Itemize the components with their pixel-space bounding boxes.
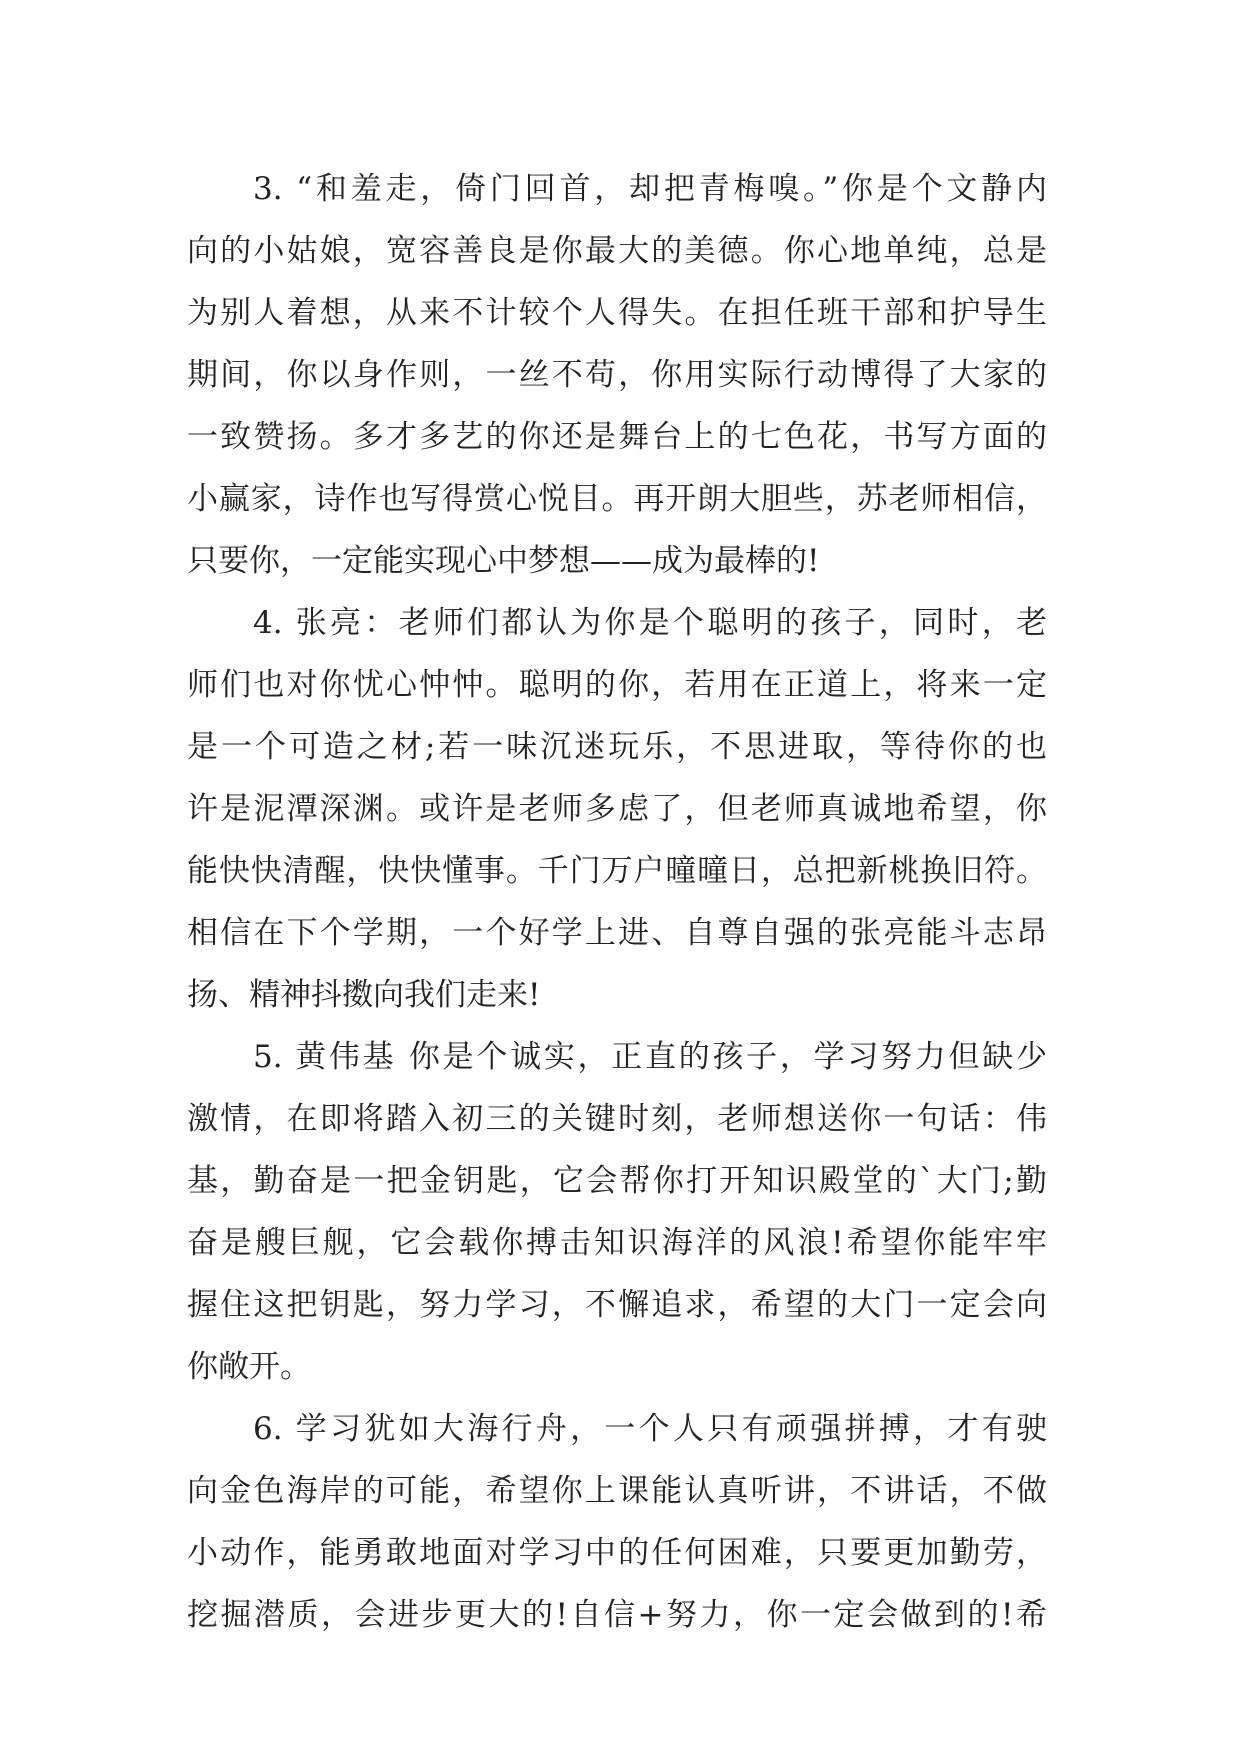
paragraph-line: 小赢家，诗作也写得赏心悦目。再开朗大胆些，苏老师相信， (187, 481, 1047, 517)
paragraph-line: 向的小姑娘，宽容善良是你最大的美德。你心地单纯，总是 (187, 233, 1047, 269)
paragraph-line: 扬、精神抖擞向我们走来! (187, 977, 541, 1013)
paragraph-line: 小动作，能勇敢地面对学习中的任何困难，只要更加勤劳， (187, 1535, 1047, 1571)
paragraph-line: 3. “和羞走，倚门回首，却把青梅嗅。”你是个文静内 (253, 171, 1047, 207)
paragraph-line: 只要你，一定能实现心中梦想——成为最棒的! (187, 543, 820, 579)
paragraph-line: 为别人着想，从来不计较个人得失。在担任班干部和护导生 (187, 295, 1047, 331)
paragraph-line: 挖掘潜质，会进步更大的!自信+努力，你一定会做到的!希 (187, 1597, 1047, 1633)
paragraph-6 (187, 1398, 1047, 1646)
paragraph-line: 4. 张亮：老师们都认为你是个聪明的孩子，同时，老 (253, 605, 1047, 641)
paragraph-line: 握住这把钥匙，努力学习，不懈追求，希望的大门一定会向 (187, 1287, 1047, 1323)
paragraph-line: 一致赞扬。多才多艺的你还是舞台上的七色花，书写方面的 (187, 419, 1047, 455)
paragraph-line: 激情，在即将踏入初三的关键时刻，老师想送你一句话：伟 (187, 1101, 1047, 1137)
paragraph-line: 向金色海岸的可能，希望你上课能认真听讲，不讲话，不做 (187, 1473, 1047, 1509)
paragraph-line: 期间，你以身作则，一丝不苟，你用实际行动博得了大家的 (187, 357, 1047, 393)
paragraph-4 (187, 592, 1047, 1026)
paragraph-line: 你敞开。 (187, 1349, 311, 1385)
paragraph-line: 奋是艘巨舰，它会载你搏击知识海洋的风浪!希望你能牢牢 (187, 1225, 1047, 1261)
paragraph-line: 许是泥潭深渊。或许是老师多虑了，但老师真诚地希望，你 (187, 791, 1047, 827)
document-body (187, 158, 1047, 1646)
paragraph-line: 6. 学习犹如大海行舟，一个人只有顽强拼搏，才有驶 (253, 1411, 1047, 1447)
paragraph-line: 相信在下个学期，一个好学上进、自尊自强的张亮能斗志昂 (187, 915, 1047, 951)
paragraph-5 (187, 1026, 1047, 1398)
paragraph-line: 5. 黄伟基 你是个诚实，正直的孩子，学习努力但缺少 (253, 1039, 1047, 1075)
paragraph-line: 能快快清醒，快快懂事。千门万户曈曈日，总把新桃换旧符。 (187, 853, 1047, 889)
paragraph-line: 是一个可造之材;若一味沉迷玩乐，不思进取，等待你的也 (187, 729, 1047, 765)
paragraph-line: 师们也对你忧心忡忡。聪明的你，若用在正道上，将来一定 (187, 667, 1047, 703)
paragraph-line: 基，勤奋是一把金钥匙，它会帮你打开知识殿堂的`大门;勤 (187, 1163, 1047, 1199)
paragraph-3 (187, 158, 1047, 592)
